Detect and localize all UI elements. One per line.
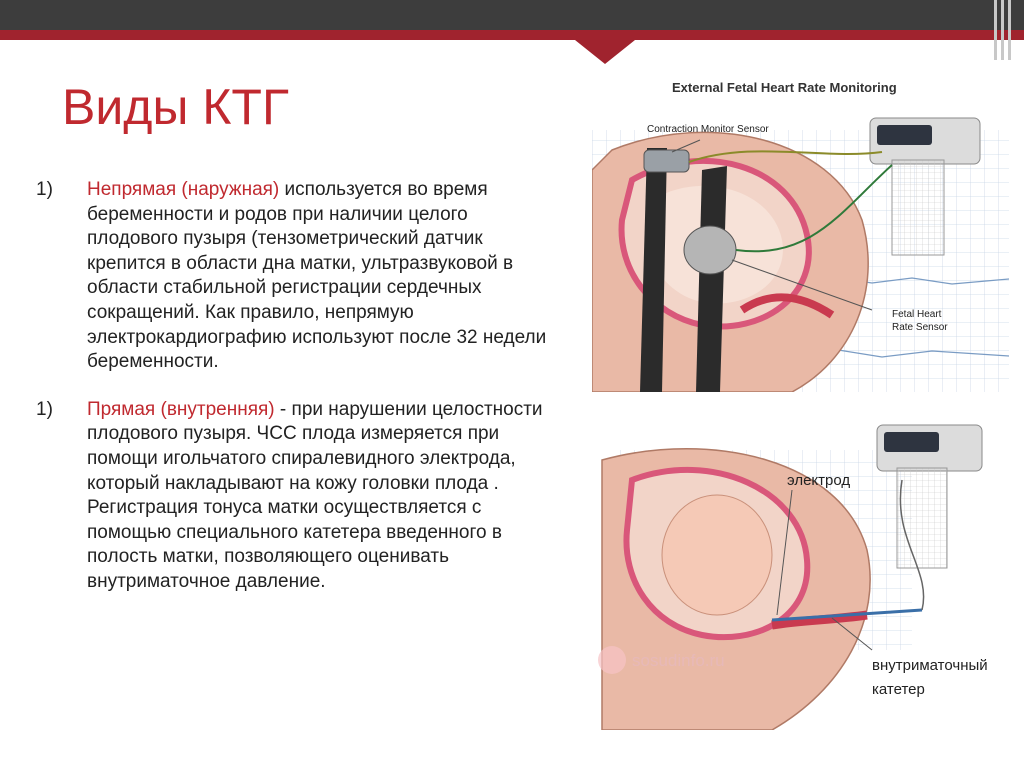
- contraction-sensor: [644, 150, 689, 172]
- item-highlight: Непрямая (наружная): [87, 179, 280, 200]
- watermark-text: sosudinfo.ru: [632, 651, 725, 670]
- fetal-head: [662, 495, 772, 615]
- list-item-direct: [36, 398, 556, 595]
- list-number: 1): [36, 398, 53, 420]
- external-monitoring-illustration: [592, 70, 1009, 392]
- item-text: - при нарушении целостности плодового пузыря. ЧСС плода измеряется при помощи игольчатого спиралевидного электрода, который накладывают на кожу головки плода . Регистрация тонуса матки осуществляется с помощью специального катетера введенного в полость матки, позволяющего оценивать внутриматочное давление.: [87, 398, 543, 592]
- monitor-display: [877, 125, 932, 145]
- fetal-sensor-label-line1: Fetal Heart: [892, 309, 942, 320]
- slide-title: Виды КТГ: [62, 79, 290, 135]
- header-red-bar: [0, 30, 1024, 40]
- watermark-logo: [598, 646, 626, 674]
- fetal-sensor-label-line2: Rate Sensor: [892, 322, 948, 333]
- fetal-heart-sensor: [684, 226, 736, 274]
- header-dark-bar: [0, 0, 1024, 30]
- content-list: [36, 178, 556, 618]
- monitor-paper: [892, 160, 944, 255]
- corner-stripes: [994, 0, 1016, 60]
- list-number: 1): [36, 179, 53, 200]
- contraction-sensor-label: Contraction Monitor Sensor: [647, 124, 769, 135]
- catheter-label-line1: внутриматочный: [872, 657, 988, 674]
- internal-monitoring-illustration: [592, 420, 998, 730]
- external-monitoring-figure: [592, 70, 1009, 392]
- header-red-tab: [575, 40, 635, 64]
- list-item-indirect: [36, 178, 556, 375]
- figure-title: External Fetal Heart Rate Monitoring: [672, 80, 897, 95]
- monitor-display: [884, 432, 939, 452]
- electrode-label: электрод: [787, 472, 851, 489]
- internal-monitoring-figure: [592, 420, 998, 730]
- catheter-label-line2: катетер: [872, 681, 925, 698]
- monitor-paper: [897, 468, 947, 568]
- item-highlight: Прямая (внутренняя): [87, 398, 275, 420]
- item-text: используется во время беременности и родов при наличии целого плодового пузыря (тензометрический датчик крепится в области дна матки, ультразвуковой в области стабильной регистрации сердечных сокращений. Как правило, непрямую электрокардиографию используют после 32 недели беременности.: [87, 179, 547, 373]
